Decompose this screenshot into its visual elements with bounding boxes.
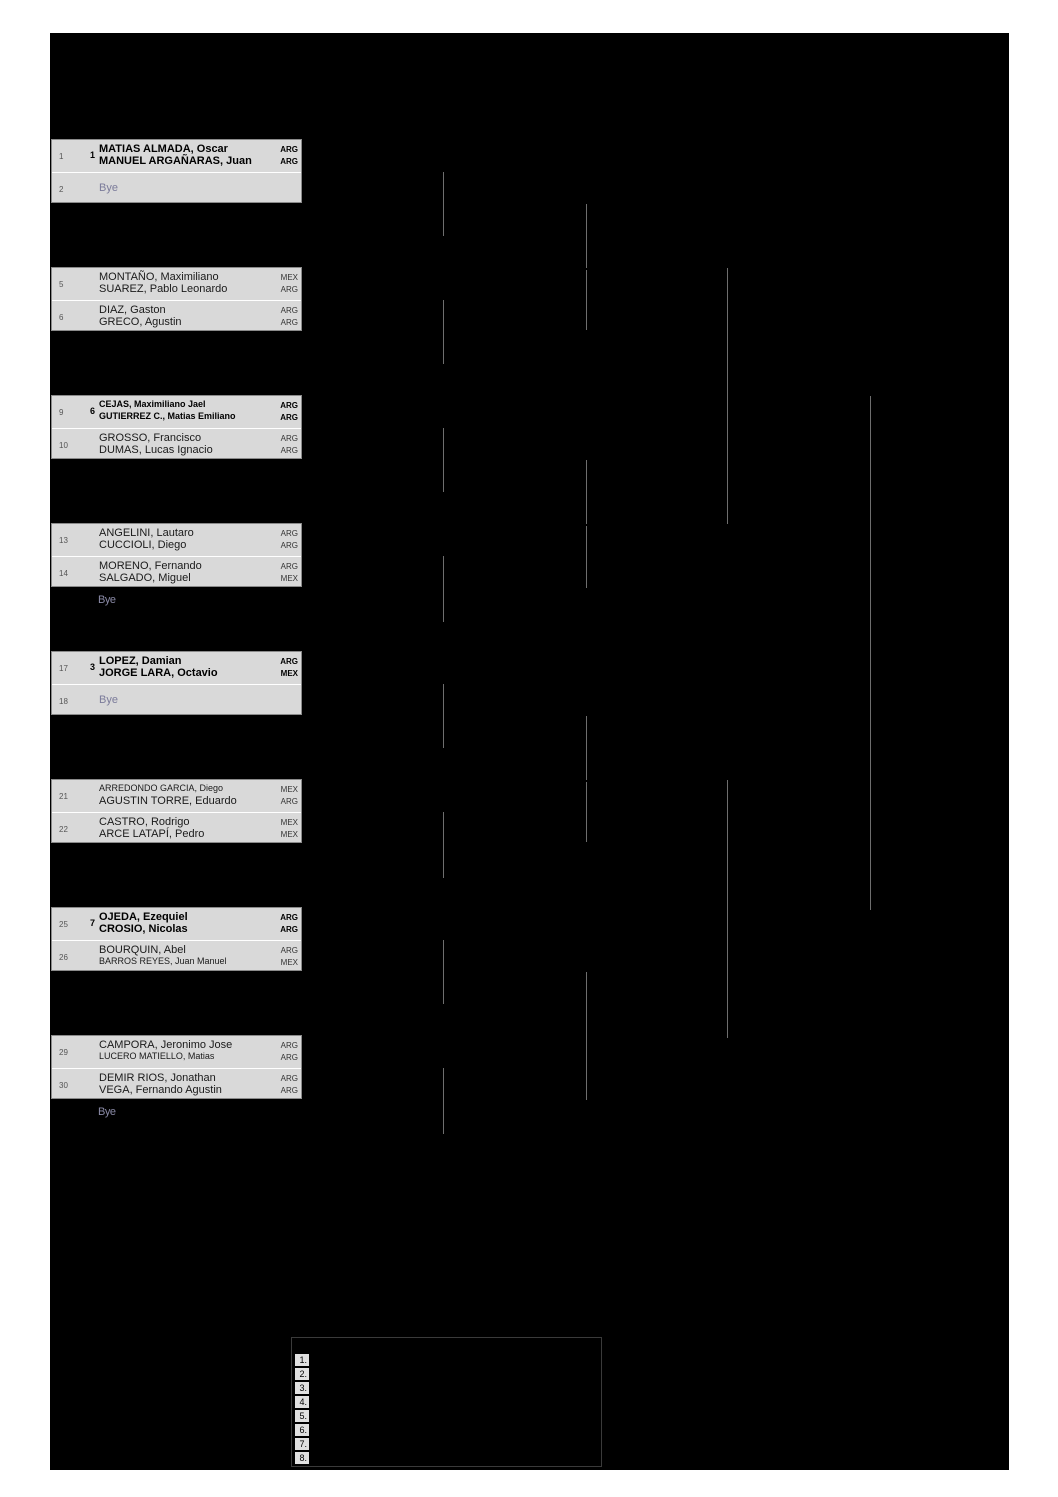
player-nation: ARG <box>280 541 298 550</box>
bracket-connector <box>443 812 444 878</box>
player-name: DIAZ, Gaston <box>99 304 166 316</box>
draw-line <box>52 268 301 300</box>
player-nation: ARG <box>280 306 298 315</box>
draw-pair-block <box>51 139 302 203</box>
seed-number: 1 <box>90 150 96 160</box>
draw-position-number: 9 <box>59 408 64 417</box>
draw-position-number: 26 <box>59 953 68 962</box>
draw-line <box>52 812 301 845</box>
player-nation: ARG <box>280 401 298 410</box>
legend-seed-line: 1. <box>295 1354 309 1366</box>
player-name: BOURQUIN, Abel <box>99 944 186 956</box>
player-nation: ARG <box>280 946 298 955</box>
draw-line <box>52 1068 301 1101</box>
player-name: MONTAÑO, Maximiliano <box>99 271 219 283</box>
bracket-connector <box>727 268 728 524</box>
bracket-connector <box>586 1038 587 1100</box>
draw-position-number: 2 <box>59 185 64 194</box>
bye-label: Bye <box>99 694 118 706</box>
player-nation: ARG <box>280 413 298 422</box>
player-name: VEGA, Fernando Agustin <box>99 1084 222 1096</box>
bye-label: Bye <box>98 594 116 606</box>
player-nation: ARG <box>280 1053 298 1062</box>
player-name: SALGADO, Miguel <box>99 572 191 584</box>
draw-line <box>52 300 301 333</box>
player-nation: ARG <box>280 157 298 166</box>
bracket-connector <box>586 782 587 842</box>
bracket-connector <box>586 460 587 524</box>
draw-line <box>52 140 301 172</box>
draw-position-number: 18 <box>59 697 68 706</box>
player-name: MORENO, Fernando <box>99 560 202 572</box>
player-nation: MEX <box>280 669 298 678</box>
draw-pair-block <box>51 651 302 715</box>
player-nation: MEX <box>280 958 298 967</box>
player-name: DEMIR RIOS, Jonathan <box>99 1072 216 1084</box>
player-name: ARCE LATAPÍ, Pedro <box>99 828 205 840</box>
player-name: CEJAS, Maximiliano Jael <box>99 399 206 409</box>
player-name: SUAREZ, Pablo Leonardo <box>99 283 228 295</box>
draw-pair-block <box>51 523 302 587</box>
bracket-connector <box>586 270 587 330</box>
seed-number: 3 <box>90 662 96 672</box>
player-nation: ARG <box>280 1041 298 1050</box>
draw-pair-block <box>51 907 302 971</box>
bracket-connector <box>443 684 444 748</box>
player-nation: ARG <box>280 1086 298 1095</box>
player-nation: ARG <box>280 913 298 922</box>
player-nation: ARG <box>280 657 298 666</box>
bye-label: Bye <box>98 1106 116 1118</box>
draw-position-number: 25 <box>59 920 68 929</box>
player-nation: ARG <box>280 446 298 455</box>
draw-pair-block <box>51 267 302 331</box>
player-nation: ARG <box>280 562 298 571</box>
player-name: BARROS REYES, Juan Manuel <box>99 956 227 966</box>
seed-number: 6 <box>90 406 96 416</box>
player-name: CUCCIOLI, Diego <box>99 539 187 551</box>
bracket-connector <box>443 940 444 1004</box>
draw-line <box>52 652 301 684</box>
draw-position-number: 13 <box>59 536 68 545</box>
draw-line <box>52 780 301 812</box>
legend-seed-line: 5. <box>295 1410 309 1422</box>
draw-line <box>52 396 301 428</box>
player-name: ARREDONDO GARCIA, Diego <box>99 783 224 793</box>
player-nation: ARG <box>280 1074 298 1083</box>
player-name: GROSSO, Francisco <box>99 432 202 444</box>
legend-seed-line: 6. <box>295 1424 309 1436</box>
player-nation: ARG <box>280 285 298 294</box>
player-name: LUCERO MATIELLO, Matias <box>99 1051 215 1061</box>
player-name: CROSIO, Nicolas <box>99 923 188 935</box>
draw-line <box>52 684 301 717</box>
bracket-connector <box>870 396 871 910</box>
player-name: GUTIERREZ C., Matias Emiliano <box>99 411 236 421</box>
bracket-connector <box>586 972 587 1038</box>
bracket-connector <box>443 428 444 492</box>
bracket-connector <box>586 716 587 780</box>
seed-legend <box>291 1337 602 1467</box>
player-name: ANGELINI, Lautaro <box>99 527 194 539</box>
bracket-connector <box>443 300 444 364</box>
draw-line <box>52 172 301 205</box>
player-name: AGUSTIN TORRE, Eduardo <box>99 795 237 807</box>
player-nation: MEX <box>280 273 298 282</box>
player-name: DUMAS, Lucas Ignacio <box>99 444 213 456</box>
player-nation: ARG <box>280 145 298 154</box>
seed-number: 7 <box>90 918 96 928</box>
bye-label: Bye <box>99 182 118 194</box>
bracket-connector <box>443 1068 444 1134</box>
legend-seed-line: 7. <box>295 1438 309 1450</box>
draw-position-number: 30 <box>59 1081 68 1090</box>
legend-seed-line: 8. <box>295 1452 309 1464</box>
player-name: LOPEZ, Damian <box>99 655 182 667</box>
bracket-connector <box>586 204 587 268</box>
bracket-connector <box>586 526 587 588</box>
draw-line <box>52 908 301 940</box>
player-nation: ARG <box>280 434 298 443</box>
draw-position-number: 29 <box>59 1048 68 1057</box>
bracket-connector <box>443 172 444 236</box>
player-nation: MEX <box>280 785 298 794</box>
draw-pair-block <box>51 395 302 459</box>
player-name: OJEDA, Ezequiel <box>99 911 188 923</box>
draw-position-number: 22 <box>59 825 68 834</box>
player-name: MATIAS ALMADA, Oscar <box>99 143 228 155</box>
draw-position-number: 5 <box>59 280 64 289</box>
legend-seed-line: 3. <box>295 1382 309 1394</box>
player-name: MANUEL ARGAÑARAS, Juan <box>99 155 252 167</box>
draw-position-number: 14 <box>59 569 68 578</box>
bracket-connector <box>443 556 444 622</box>
bracket-connector <box>727 780 728 1038</box>
player-nation: MEX <box>280 574 298 583</box>
legend-seed-line: 4. <box>295 1396 309 1408</box>
draw-line <box>52 428 301 461</box>
player-nation: ARG <box>280 529 298 538</box>
player-name: CAMPORA, Jeronimo Jose <box>99 1039 233 1051</box>
player-nation: MEX <box>280 830 298 839</box>
player-name: JORGE LARA, Octavio <box>99 667 218 679</box>
draw-position-number: 1 <box>59 152 64 161</box>
draw-sheet <box>50 33 1009 1470</box>
draw-position-number: 17 <box>59 664 68 673</box>
player-nation: MEX <box>280 818 298 827</box>
draw-pair-block <box>51 779 302 843</box>
player-nation: ARG <box>280 318 298 327</box>
draw-line <box>52 940 301 973</box>
draw-line <box>52 556 301 589</box>
legend-seed-line: 2. <box>295 1368 309 1380</box>
draw-line <box>52 1036 301 1068</box>
player-name: CASTRO, Rodrigo <box>99 816 190 828</box>
player-nation: ARG <box>280 797 298 806</box>
draw-line <box>52 524 301 556</box>
draw-position-number: 6 <box>59 313 64 322</box>
draw-pair-block <box>51 1035 302 1099</box>
draw-position-number: 21 <box>59 792 68 801</box>
player-name: GRECO, Agustin <box>99 316 182 328</box>
draw-position-number: 10 <box>59 441 68 450</box>
player-nation: ARG <box>280 925 298 934</box>
